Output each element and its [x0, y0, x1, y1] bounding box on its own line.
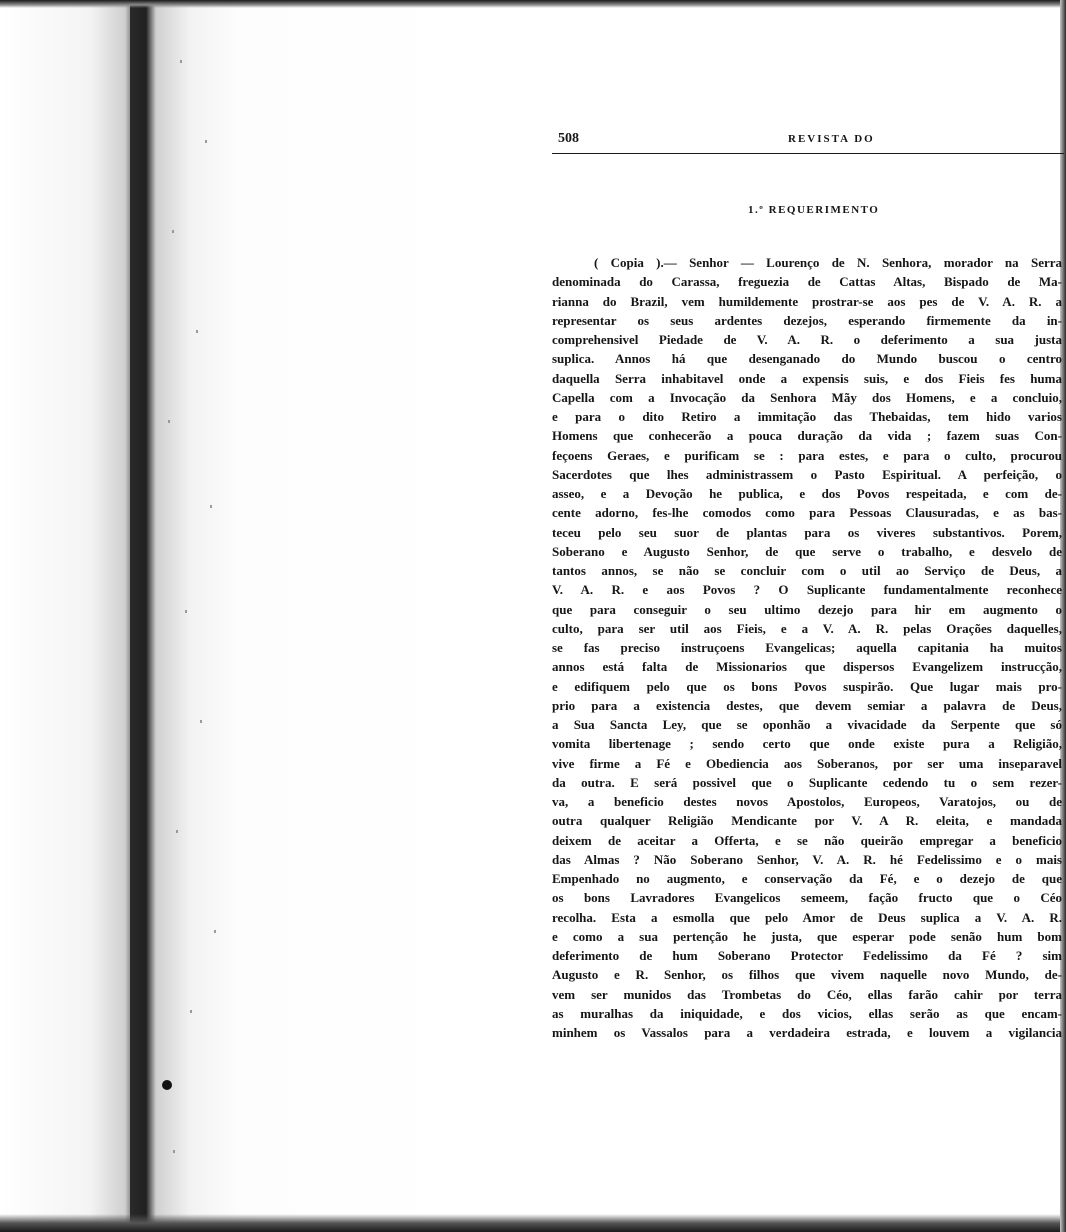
scan-speck [205, 140, 207, 143]
text-line: se fas preciso instruçoens Evangelicas; aquella capitania ha muitos [552, 640, 1062, 655]
text-line: deixem de aceitar a Offerta, e se não queirão empregar a beneficio [552, 832, 1062, 848]
text-line: deferimento de hum Soberano Protector Fedelissimo da Fé ? sim [552, 948, 1062, 963]
scan-bottom-edge [0, 1214, 1066, 1232]
text-line: recolha. Esta a esmolla que pelo Amor de Deus suplica a V. A. R. [552, 909, 1062, 925]
scan-speck [210, 505, 212, 508]
text-line: tantos annos, se não se concluir com o util ao Serviço de Deus, a [552, 563, 1062, 578]
text-line: Capella com a Invocação da Senhora Mãy dos Homens, e a concluio, [552, 389, 1062, 405]
scan-speck [185, 610, 187, 613]
scan-speck [168, 420, 170, 423]
text-line: feçoens Geraes, e purificam se : para estes, e para o culto, procurou [552, 447, 1062, 463]
text-line: ( Copia ).— Senhor — Lourenço de N. Senhora, morador na Serra [594, 255, 1062, 270]
scan-speck [190, 1010, 192, 1013]
text-line: das Almas ? Não Soberano Senhor, V. A. R. hé Fedelissimo e o mais [552, 851, 1062, 867]
text-line: teceu pelo seu suor de plantas para os viveres substantivos. Porem, [552, 524, 1062, 540]
text-line: rianna do Brazil, vem humildemente prostrar-se aos pes de V. A. R. a [552, 293, 1062, 309]
scan-speck [214, 930, 216, 933]
text-line: minhem os Vassalos para a verdadeira estrada, e louvem a vigilancia [552, 1025, 1062, 1040]
page-number: 508 [558, 131, 579, 146]
scan-speck [176, 830, 178, 833]
text-line: Sacerdotes que lhes administrassem o Pasto Espiritual. A perfeição, o [552, 466, 1062, 482]
text-line: as muralhas da iniquidade, e dos vicios, ellas serão as que encam- [552, 1005, 1062, 1021]
text-line: asseo, e a Devoção he publica, e dos Povos respeitada, e com de- [552, 486, 1062, 501]
text-line: vem ser munidos das Trombetas do Céo, ellas farão cahir por terra [552, 986, 1062, 1002]
running-head: REVISTA DO [788, 133, 875, 145]
text-line: da outra. E será possivel que o Suplicante cedendo tu o sem rezer- [552, 774, 1062, 790]
scan-speck [196, 330, 198, 333]
text-line: vomita libertenage ; sendo certo que onde existe pura a Religião, [552, 736, 1062, 752]
text-line: suplica. Annos há que desenganado do Mundo buscou o centro [552, 351, 1062, 367]
text-line: Homens que conhecerão a pouca duração da vida ; fazem suas Con- [552, 428, 1062, 444]
page-header [552, 128, 1060, 150]
header-rule [552, 153, 1064, 154]
scan-speck [180, 60, 182, 63]
scan-speck [200, 720, 202, 723]
text-line: cente adorno, fes-lhe comodos como para Pessoas Clausuradas, e as bas- [552, 505, 1062, 521]
text-line: representar os seus ardentes dezejos, esperando firmemente da in- [552, 312, 1062, 328]
body-text [552, 253, 1062, 1042]
scan-speck [173, 1150, 175, 1153]
text-line: annos está falta de Missionarios que dispersos Evangelizem instrucção, [552, 659, 1062, 675]
text-line: vive firme a Fé e Obediencia aos Soberanos, por ser uma inseparavel [552, 755, 1062, 771]
text-line: va, a beneficio destes novos Apostolos, Europeos, Varatojos, ou de [552, 794, 1062, 809]
text-line: e edifiquem pelo que os bons Povos suspirão. Que lugar mais pro- [552, 678, 1062, 694]
text-line: denominada do Carassa, freguezia de Cattas Altas, Bispado de Ma- [552, 274, 1062, 290]
book-binding-left [0, 0, 145, 1232]
binding-hole-mark [162, 1080, 172, 1090]
text-line: culto, para ser util aos Fieis, e a V. A. R. pelas Orações daquelles, [552, 620, 1062, 636]
text-line: os bons Lavradores Evangelicos semeem, fação fructo que o Céo [552, 890, 1062, 906]
page-gutter-shadow [130, 0, 460, 1232]
text-line: e para o dito Retiro a immitação das Thebaidas, tem hido varios [552, 409, 1062, 424]
text-line: comprehensivel Piedade de V. A. R. o deferimento a sua justa [552, 332, 1062, 347]
text-line: Augusto e R. Senhor, os filhos que vivem naquelle novo Mundo, de- [552, 967, 1062, 983]
scan-speck [172, 230, 174, 233]
text-line: que para conseguir o seu ultimo dezejo para hir em augmento o [552, 601, 1062, 617]
text-line: prio para a existencia destes, que devem semiar a palavra de Deus, [552, 697, 1062, 713]
text-line: outra qualquer Religião Mendicante por V. A R. eleita, e mandada [552, 813, 1062, 829]
section-title: 1.º REQUERIMENTO [748, 204, 880, 216]
book-page [552, 128, 1064, 1208]
text-line: Empenhado no augmento, e conservação da Fé, e o dezejo de que [552, 871, 1062, 886]
text-line: daquella Serra inhabitavel onde a expensis suis, e dos Fieis fes huma [552, 370, 1062, 386]
text-line: a Sua Sancta Ley, que se oponhão a vivacidade da Serpente que só [552, 717, 1062, 732]
text-line: e como a sua pertenção he justa, que esperar pode senão hum bom [552, 928, 1062, 944]
text-line: V. A. R. e aos Povos ? O Suplicante fundamentalmente reconhece [552, 582, 1062, 598]
text-line: Soberano e Augusto Senhor, de que serve o trabalho, e desvelo de [552, 543, 1062, 559]
scan-top-edge [0, 0, 1066, 8]
